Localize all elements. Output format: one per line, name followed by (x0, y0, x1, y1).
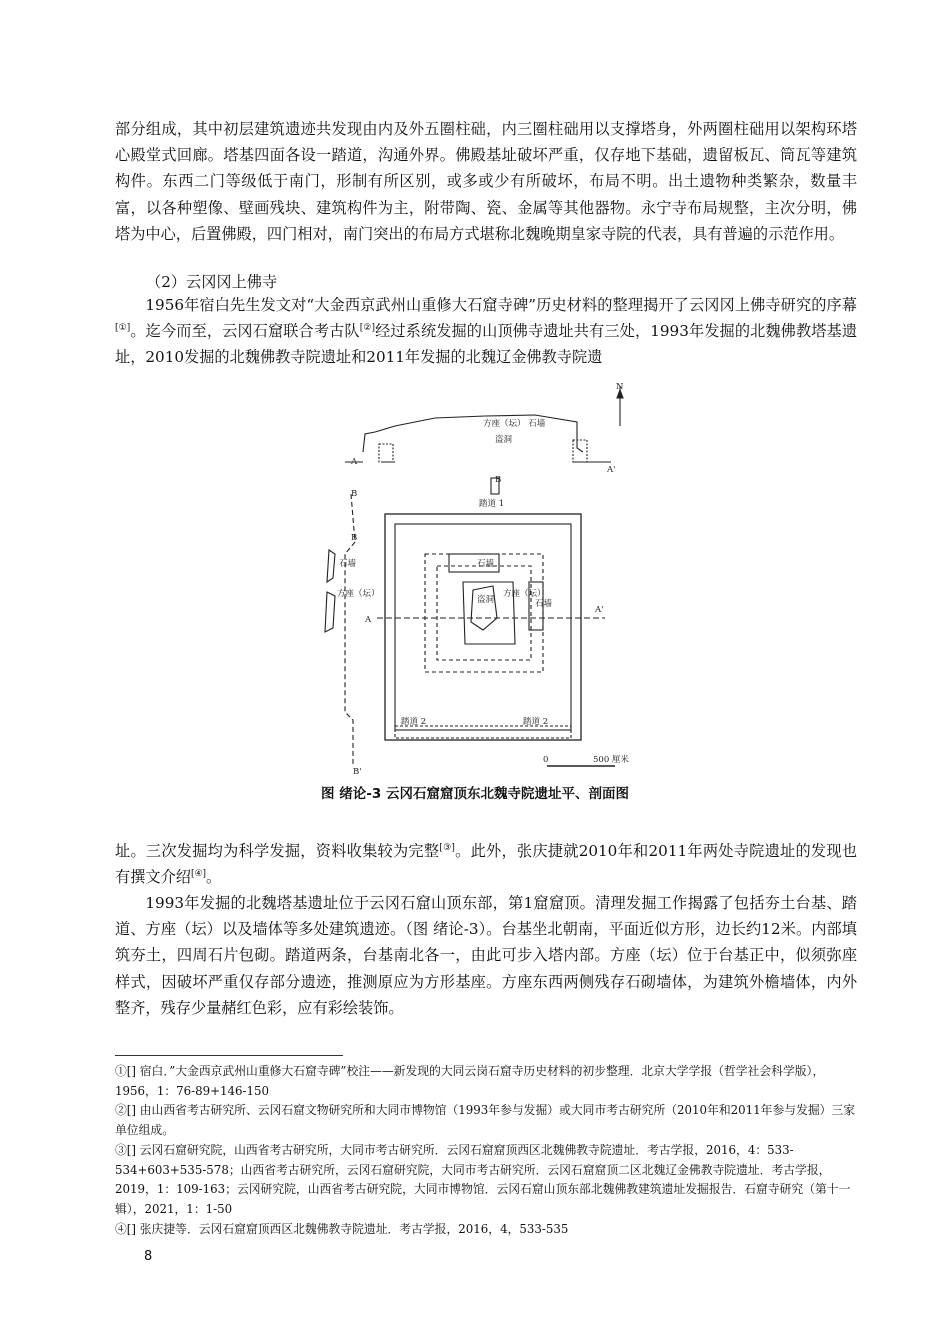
site-plan-figure (315, 382, 655, 782)
footnote-2: ②[] 由山西省考古研究所、云冈石窟文物研究所和大同市博物馆（1993年参与发掘）或大同市考古研究所（2010年和2011年参与发掘）三家单位组成。 (115, 1103, 856, 1138)
platform-outer-wall (385, 514, 581, 740)
stair-2-right-label: 踏道 2 (523, 717, 549, 727)
a-label-left: A (365, 615, 372, 625)
stair-2-left-label: 踏道 2 (401, 717, 427, 727)
a-prime-label-right: A' (595, 605, 604, 615)
footnote-ref-3[interactable]: [③] (439, 842, 455, 853)
section-profile (363, 415, 583, 452)
section-rubble-right (573, 440, 587, 462)
footnote-separator (115, 1055, 343, 1056)
platform-inner-label: 方座（坛） (503, 589, 546, 599)
north-label: N (616, 382, 624, 392)
footnotes-list (115, 1062, 865, 1239)
stone-wall-center-label: 石墙 (477, 559, 495, 569)
a-label-top: A (351, 457, 358, 467)
scale-length-label: 500 厘米 (593, 755, 629, 765)
stair-1-label: 踏道 1 (479, 499, 505, 509)
cave-hole-outline (471, 586, 497, 630)
footnote-1: ①[] 宿白．”大金西京武州山重修大石窟寺碑”校注——新发现的大同云岗石窟寺历史材料的初步整理．北京大学学报（哲学社会科学版），1956，1：76-89+146-150 (115, 1064, 825, 1098)
a-prime-label-top: A' (607, 465, 616, 475)
footnote-ref-4[interactable]: [④] (190, 869, 207, 880)
footnote-3: ③[] 云冈石窟研究院，山西省考古研究所，大同市考古研究所．云冈石窟窟顶西区北魏佛教寺院遗址．考古学报，2016，4：533-534+603+535-578；山西省考古研究所，云冈石窟研究院，大同市考古研究所．云冈石窟窟顶二区北魏辽金佛教寺院遗址．考古学报，2019，1：109-163；云冈研究院，山西省考古研究院，大同市博物馆．云冈石窟山顶东部北魏佛教建筑遗址发掘报告．石窟寺研究（第十一辑），2021，1：1-50 (115, 1142, 851, 1216)
section-heading: （2）云冈冈上佛寺 (146, 273, 278, 291)
section-rubble-left (379, 444, 393, 462)
stone-wall-left-label: 石墙 (339, 559, 357, 569)
paragraph-1: 部分组成，其中初层建筑遗迹共发现由内及外五圈柱础，内三圈柱础用以支撑塔身，外两圈柱础用以架构环塔心殿堂式回廊。塔基四面各设一踏道，沟通外界。佛殿基址破坏严重，仅存地下基础，遗留板瓦、筒瓦等建筑构件。东西二门等级低于南门，形制有所区别，或多或少有所破坏，布局不明。出土遗物种类繁杂，数量丰富，以各种塑像、壁画残块、建筑构件为主，附带陶、瓷、金属等其他器物。永宁寺布局规整，主次分明，佛塔为中心，后置佛殿，四门相对，南门突出的布局方式堪称北魏晚期皇家寺院的代表，具有普遍的示范作用。 (115, 120, 857, 243)
b-label-left: B (351, 533, 358, 543)
b-label-top-1: B (351, 489, 358, 499)
stone-wall-right-label: 石墙 (535, 599, 553, 609)
footnote-ref-2[interactable]: [②] (359, 323, 375, 334)
page-number: 8 (144, 1249, 153, 1264)
footnote-ref-1[interactable]: [①] (115, 323, 131, 334)
cave-section-label: 盗洞 (495, 435, 513, 445)
paragraph-2: 1956年宿白先生发文对“大金西京武州山重修大石窟寺碑”历史材料的整理揭开了云冈冈上佛寺研究的序幕[①]。迄今而至，云冈石窟联合考古队[②]经过系统发掘的山顶佛寺遗址共有三处，1993年发掘的北魏佛教塔基遗址，2010发掘的北魏佛教寺院遗址和2011年发掘的北魏辽金佛教寺院遗 (115, 296, 858, 367)
b-label-top-2: B (495, 475, 502, 485)
b-prime-label: B' (353, 767, 362, 777)
stair-2-band (395, 726, 571, 738)
cave-hole-label: 盗洞 (477, 595, 495, 605)
section-title-label: 方座（坛） 石墙 (483, 419, 546, 429)
scale-zero-label: 0 (543, 755, 549, 765)
paragraph-4: 1993年发掘的北魏塔基遗址位于云冈石窟山顶东部，第1窟窟顶。清理发掘工作揭露了包括夯土台基、踏道、方座（坛）以及墙体等多处建筑遗迹。（图 绪论-3）。台基坐北朝南，平面近似方形，边长约12米。内部填筑夯土，四周石片包砌。踏道两条，台基南北各一，由此可步入塔内部。方座（坛）位于台基正中，似须弥座样式，因破坏严重仅存部分遗迹，推测原应为方形基座。方座东西两侧残存石砌墙体，为建筑外檐墙体，内外整齐，残存少量赭红色彩，应有彩绘装饰。 (115, 894, 857, 1017)
figure-caption: 图 绪论-3 云冈石窟窟顶东北魏寺院遗址平、剖面图 (321, 786, 629, 802)
pagoda-dashed-inner (437, 566, 531, 660)
platform-inner-wall (395, 524, 571, 730)
left-stone-wall (325, 550, 335, 632)
paragraph-3: 址。三次发掘均为科学发掘，资料收集较为完整[③]。此外，张庆捷就2010年和2011年两处寺院遗址的发现也有撰文介绍[④]。 (115, 842, 858, 887)
footnote-4: ④[] 张庆捷等．云冈石窟窟顶西区北魏佛教寺院遗址．考古学报，2016，4，533-535 (115, 1221, 569, 1236)
platform-left-label: 方座（坛） (337, 589, 380, 599)
